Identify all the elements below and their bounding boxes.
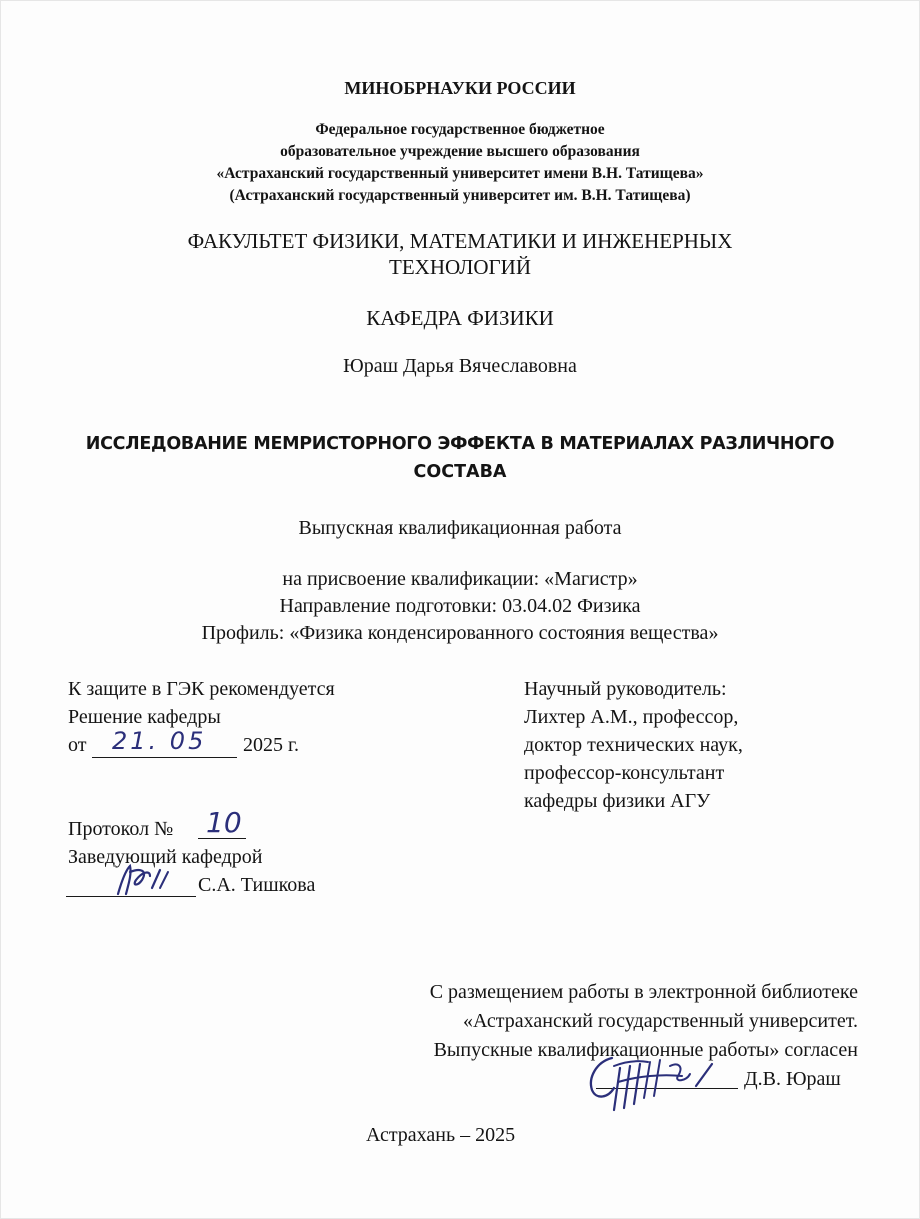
faculty-line-1: ФАКУЛЬТЕТ ФИЗИКИ, МАТЕМАТИКИ И ИНЖЕНЕРНЫХ bbox=[187, 229, 733, 253]
date-year: 2025 г. bbox=[243, 734, 299, 756]
department-decision: Решение кафедры bbox=[68, 706, 221, 728]
department-heading: КАФЕДРА ФИЗИКИ bbox=[366, 306, 554, 330]
faculty-line-2: ТЕХНОЛОГИЙ bbox=[389, 255, 531, 279]
thesis-title-line-1: ИССЛЕДОВАНИЕ МЕМРИСТОРНОГО ЭФФЕКТА В МАТЕРИАЛАХ РАЗЛИЧНОГО bbox=[85, 434, 835, 454]
date-prefix: от bbox=[68, 734, 87, 756]
author-name: Юраш Дарья Вячеславовна bbox=[343, 355, 577, 377]
work-type: Выпускная квалификационная работа bbox=[298, 517, 622, 539]
org-line-1: Федеральное государственное бюджетное bbox=[315, 121, 605, 138]
defense-recommended: К защите в ГЭК рекомендуется bbox=[68, 678, 335, 700]
supervisor-label: Научный руководитель: bbox=[524, 678, 727, 700]
thesis-title-line-2: СОСТАВА bbox=[413, 462, 507, 482]
head-of-department-name: С.А. Тишкова bbox=[198, 874, 316, 896]
supervisor-degree: доктор технических наук, bbox=[524, 734, 743, 756]
supervisor-affiliation: кафедры физики АГУ bbox=[524, 790, 711, 812]
head-signature bbox=[96, 860, 186, 900]
qualification-line-1: на присвоение квалификации: «Магистр» bbox=[282, 568, 638, 590]
protocol-label: Протокол № bbox=[68, 818, 174, 840]
handwritten-date: 21. 05 bbox=[112, 727, 207, 755]
library-consent-line-2: «Астраханский государственный университет. bbox=[462, 1010, 858, 1032]
supervisor-position: профессор-консультант bbox=[524, 762, 725, 784]
ministry-heading: МИНОБРНАУКИ РОССИИ bbox=[344, 78, 576, 98]
date-underline bbox=[92, 757, 237, 758]
qualification-line-3: Профиль: «Физика конденсированного состояния вещества» bbox=[201, 622, 719, 644]
city-year: Астрахань – 2025 bbox=[366, 1124, 516, 1146]
handwritten-protocol-number: 10 bbox=[206, 806, 242, 839]
supervisor-name: Лихтер А.М., профессор, bbox=[524, 706, 739, 728]
org-line-3: «Астраханский государственный университет имени В.Н. Татищева» bbox=[216, 165, 704, 182]
author-signature bbox=[578, 1052, 738, 1118]
qualification-line-2: Направление подготовки: 03.04.02 Физика bbox=[279, 595, 641, 617]
library-consent-line-3: Выпускные квалификационные работы» согласен bbox=[433, 1039, 858, 1061]
head-of-department-label: Заведующий кафедрой bbox=[68, 846, 263, 868]
org-line-4: (Астраханский государственный университет им. В.Н. Татищева) bbox=[229, 187, 691, 204]
consent-signer-name: Д.В. Юраш bbox=[744, 1068, 841, 1090]
library-consent-line-1: С размещением работы в электронной библиотеке bbox=[429, 981, 858, 1003]
org-line-2: образовательное учреждение высшего образования bbox=[280, 143, 640, 160]
